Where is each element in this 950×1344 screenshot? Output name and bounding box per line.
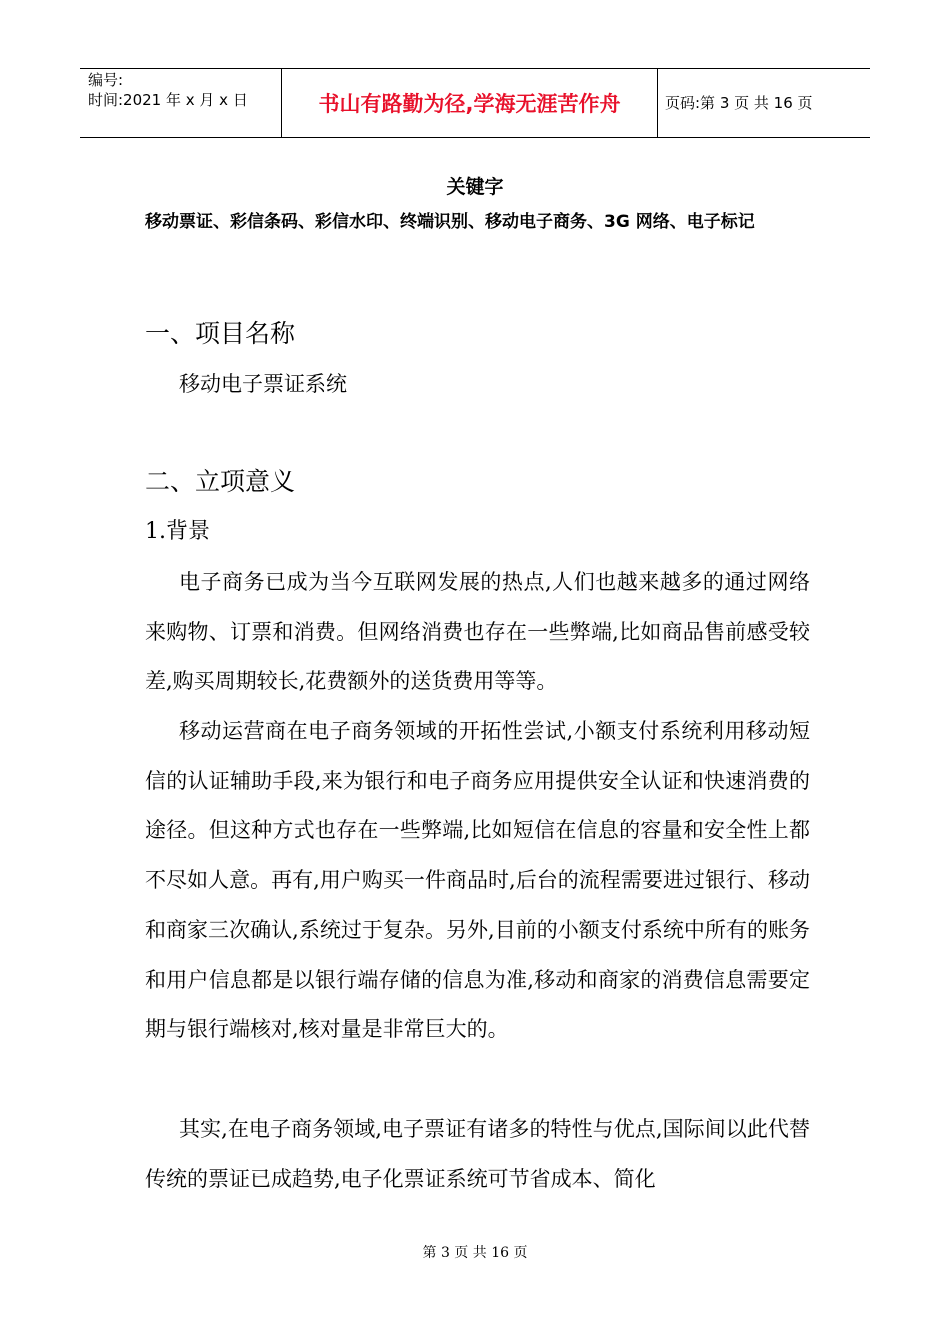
section-heading-project-name: 一、项目名称 bbox=[145, 319, 296, 348]
keywords-title: 关键字 bbox=[446, 176, 504, 198]
page-footer: 第 3 页 共 16 页 bbox=[422, 1245, 528, 1261]
keywords-text: 移动票证、彩信条码、彩信水印、终端识别、移动电子商务、3G 网络、电子标记 bbox=[145, 212, 755, 232]
page-header bbox=[80, 68, 870, 138]
header-page-cell bbox=[657, 69, 870, 137]
header-page-info: 页码:第 3 页 共 16 页 bbox=[665, 94, 813, 112]
subheading-background: 1.背景 bbox=[145, 519, 210, 544]
section-heading-significance: 二、立项意义 bbox=[145, 467, 296, 496]
document-date: 时间:2021 年 x 月 x 日 bbox=[88, 91, 248, 109]
header-motto: 书山有路勤为径,学海无涯苦作舟 bbox=[318, 92, 621, 116]
paragraph: 电子商务已成为当今互联网发展的热点,人们也越来越多的通过网络来购物、订票和消费。但网络消费也存在一些弊端,比如商品售前感受较差,购买周期较长,花费额外的送货费用等等。 bbox=[145, 570, 810, 694]
project-name-value: 移动电子票证系统 bbox=[179, 372, 347, 396]
header-meta-cell bbox=[80, 69, 281, 137]
header-motto-cell bbox=[281, 69, 658, 137]
paragraph: 移动运营商在电子商务领域的开拓性尝试,小额支付系统利用移动短信的认证辅助手段,来为银行和电子商务应用提供安全认证和快速消费的途径。但这种方式也存在一些弊端,比如短信在信息的容量和安全性上都不尽如人意。再有,用户购买一件商品时,后台的流程需要进过银行、移动和商家三次确认,系统过于复杂。另外,目前的小额支付系统中所有的账务和用户信息都是以银行端存储的信息为准,移动和商家的消费信息需要定期与银行端核对,核对量是非常巨大的。 bbox=[145, 719, 810, 1042]
document-number-label: 编号: bbox=[88, 71, 124, 89]
paragraph: 其实,在电子商务领域,电子票证有诸多的特性与优点,国际间以此代替传统的票证已成趋势,电子化票证系统可节省成本、简化 bbox=[145, 1117, 810, 1191]
